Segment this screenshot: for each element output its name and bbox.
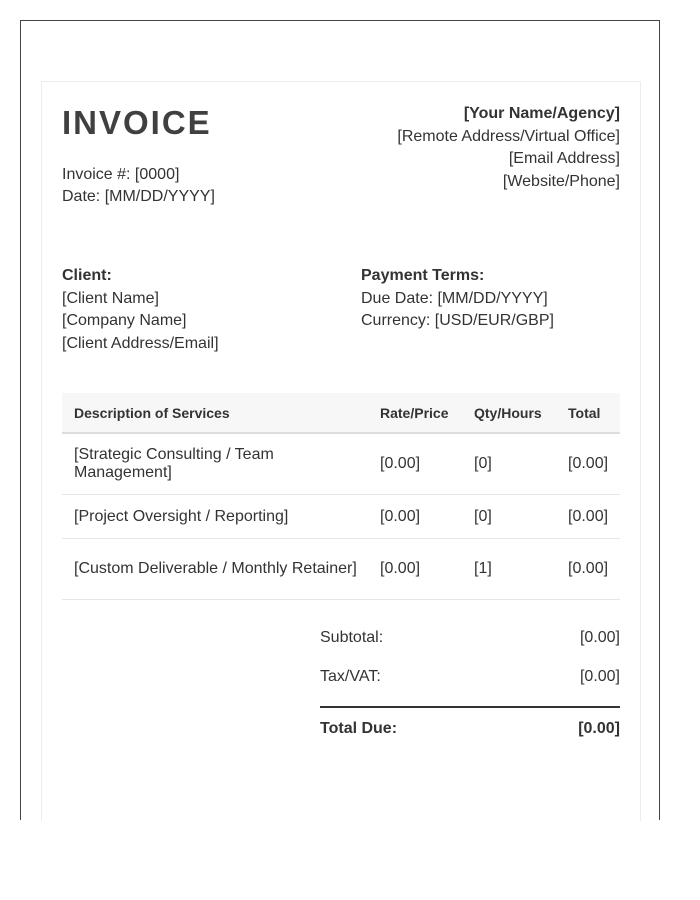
total-due-label: Total Due: [320,720,398,737]
row-total: [0.00] [556,433,620,495]
row-description: [Custom Deliverable / Monthly Retainer] [62,539,368,600]
row-rate: [0.00] [368,433,462,495]
row-rate: [0.00] [368,539,462,600]
client-block [62,265,219,355]
row-qty: [1] [462,539,556,600]
sender-address: [Remote Address/Virtual Office] [397,127,620,145]
row-qty: [0] [462,495,556,539]
payment-terms-heading: Payment Terms: [361,267,485,284]
sender-info [397,103,620,193]
row-qty: [0] [462,433,556,495]
due-date: Due Date: [MM/DD/YYYY] [361,289,548,307]
invoice-number: Invoice #: [0000] [62,166,180,183]
header-total: Total [556,393,620,433]
invoice-meta [62,164,215,208]
subtotal-row [320,629,620,649]
currency: Currency: [USD/EUR/GBP] [361,312,554,329]
header-qty: Qty/Hours [462,393,556,433]
subtotal-value: [0.00] [579,629,620,646]
row-total: [0.00] [556,495,620,539]
sender-name: [Your Name/Agency] [463,105,620,122]
row-total: [0.00] [556,539,620,600]
payment-terms-block [361,265,554,333]
client-name: [Client Name] [62,289,159,307]
services-table [62,393,620,600]
subtotal-label: Subtotal: [320,629,384,646]
table-header-row [62,393,620,433]
table-row [62,433,620,495]
table-row [62,495,620,539]
sender-website: [Website/Phone] [502,172,620,190]
totals-divider [320,706,620,708]
row-rate: [0.00] [368,495,462,539]
header-description: Description of Services [62,393,368,433]
row-description: [Strategic Consulting / Team Management] [62,433,368,495]
client-company: [Company Name] [62,312,187,329]
invoice-date: Date: [MM/DD/YYYY] [62,188,215,205]
row-description: [Project Oversight / Reporting] [62,495,368,539]
client-address: [Client Address/Email] [62,334,219,352]
table-row [62,539,620,600]
tax-value: [0.00] [579,668,620,685]
tax-label: Tax/VAT: [320,668,381,685]
total-due-row [320,720,620,740]
tax-row [320,668,620,688]
sender-email: [Email Address] [508,150,620,167]
header-rate: Rate/Price [368,393,462,433]
invoice-title: INVOICE [62,104,212,141]
client-heading: Client: [62,267,112,284]
total-due-value: [0.00] [578,720,620,737]
